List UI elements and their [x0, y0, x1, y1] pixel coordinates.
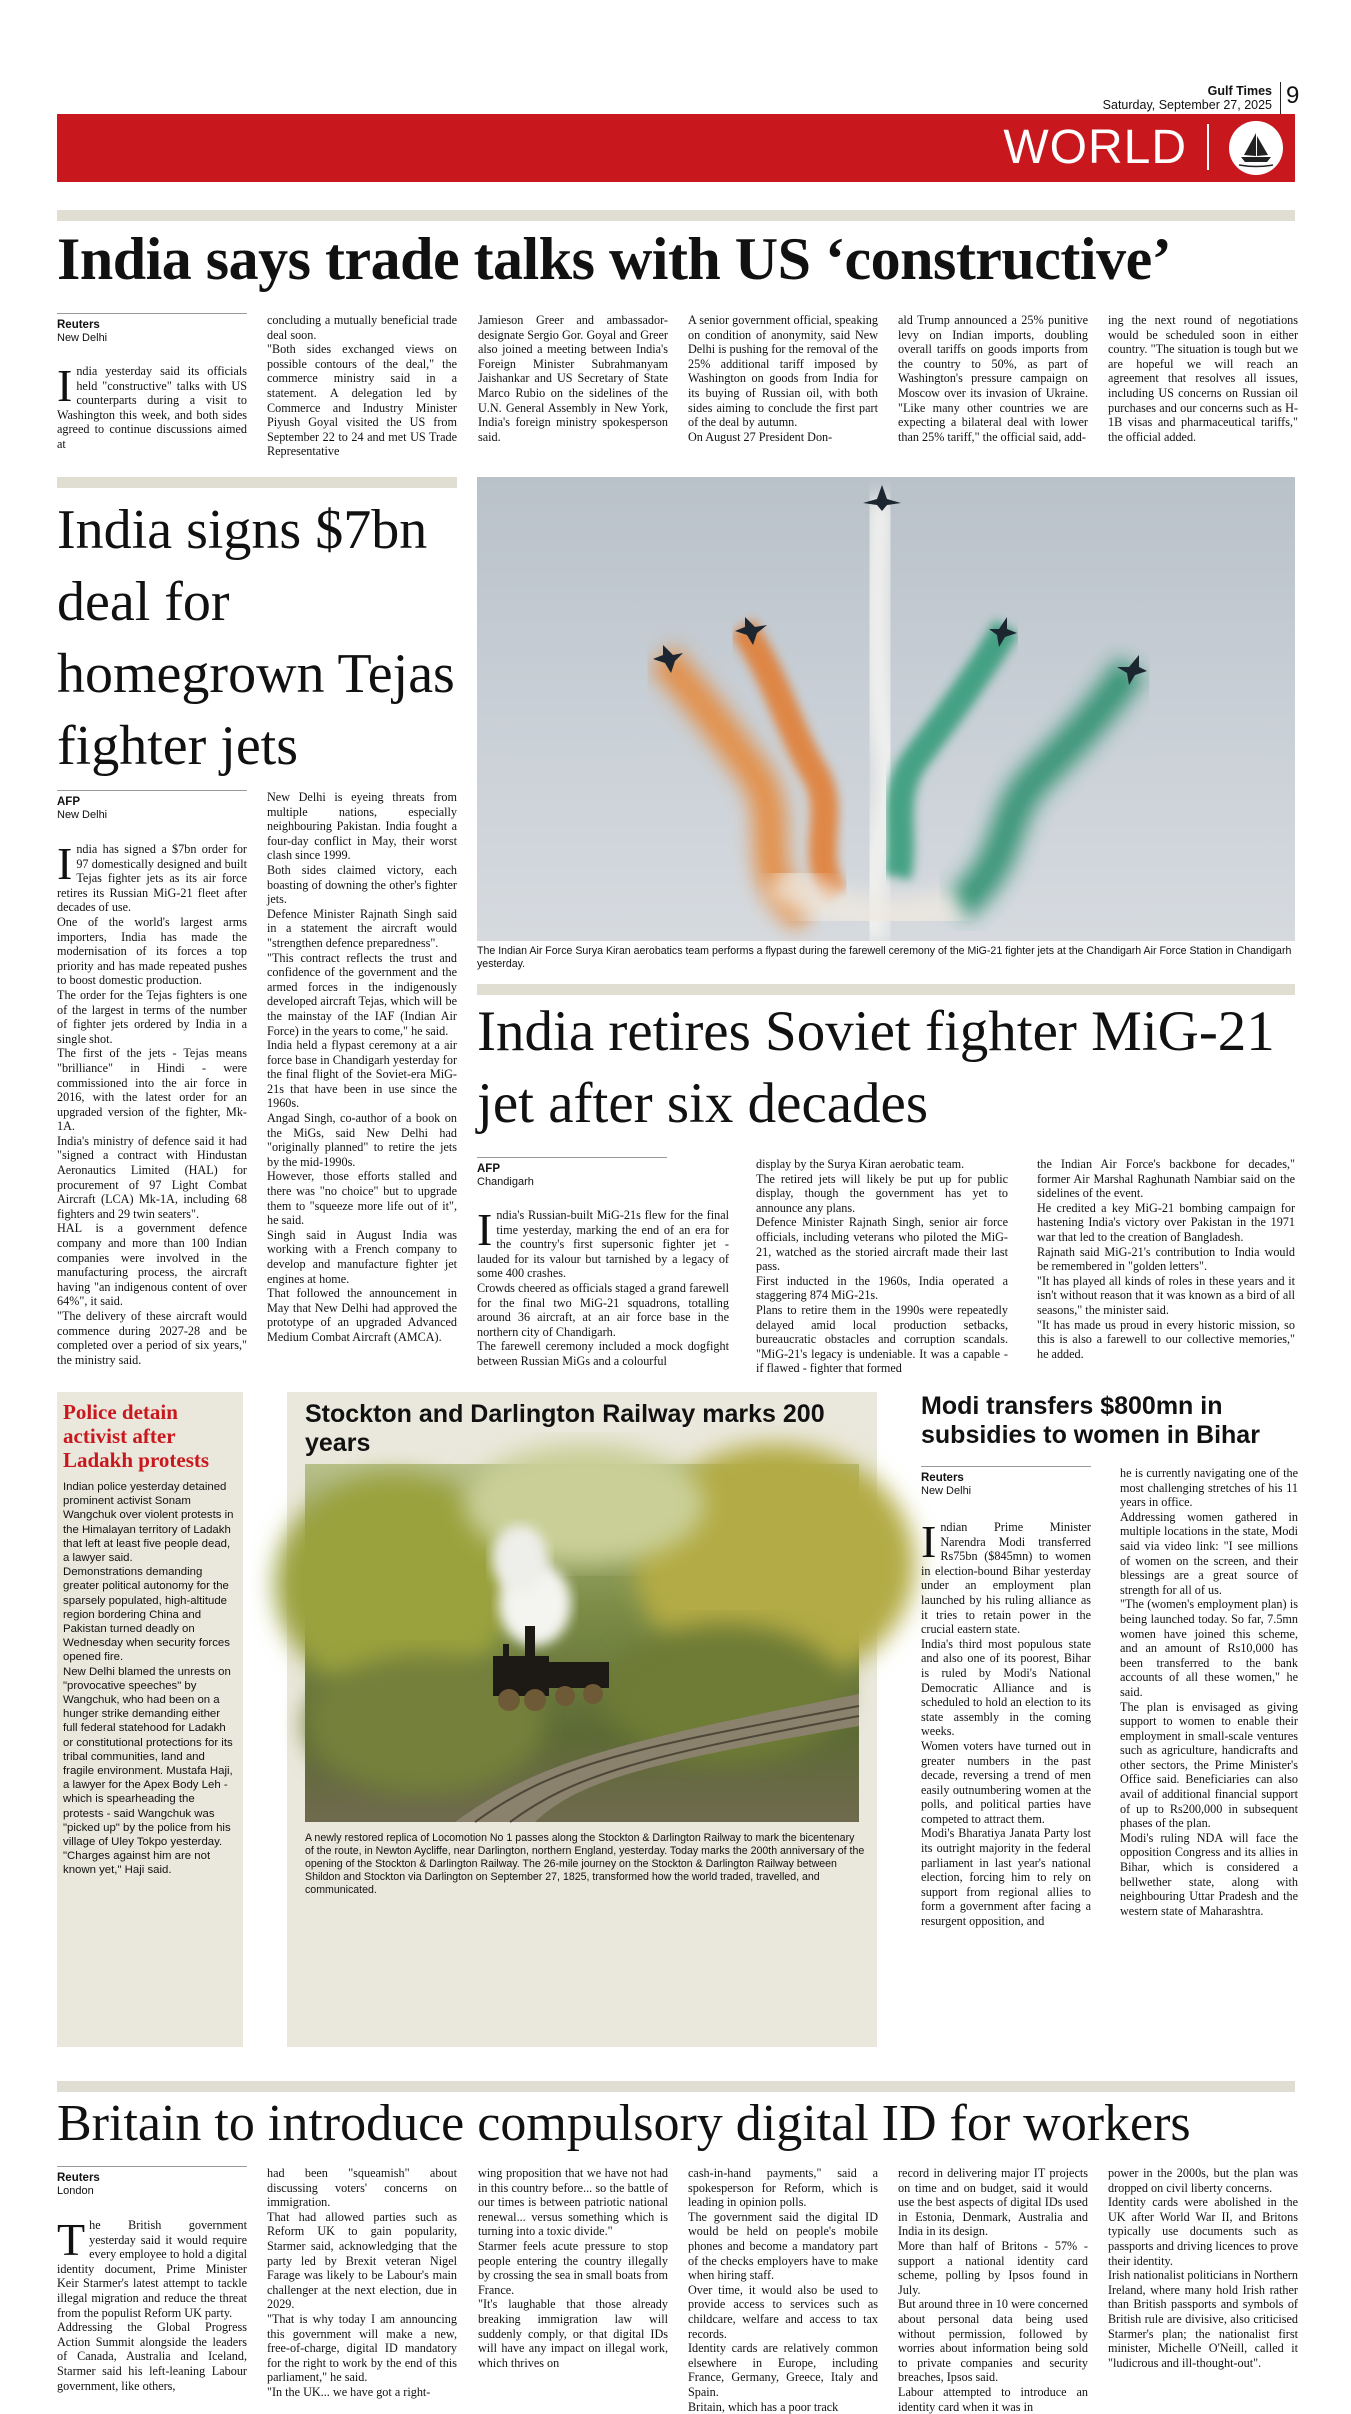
story1-byline	[57, 313, 247, 345]
story3-byline	[477, 1157, 667, 1189]
story3-col3: the Indian Air Force's backbone for decades," former Air Marshal Raghunath Nambiar said on the sidelines of the event. He credited a key MiG-21 bombing campaign for hastening India's victory over Pakistan in the 1971 war that led to the creation of Bangladesh. Rajnath said MiG-21's contribution to India would be remembered in "golden letters". "It has played all kinds of roles in these years and it isn't without reason that it was known as a bird of all seasons," the minister said. "It has made us proud in every historic mission, so this is also a farewell to our collective memories," he added.	[1037, 1157, 1295, 1361]
story2-headline: India signs $7bn deal for homegrown Tejas fighter jets	[57, 499, 455, 777]
story1-top-rule	[57, 210, 1295, 221]
drop-cap: I	[921, 1516, 937, 1567]
story6-agency: Reuters	[57, 2172, 100, 2184]
story2-dateline: New Delhi	[57, 809, 108, 821]
story5-agency: Reuters	[921, 1472, 964, 1484]
story3-col1	[477, 1204, 729, 1369]
story6-col3: wing proposition that we have not had in this country before... so the battle of our times is between patriotic national renewal... versus something which is turning into a toxic divide." Starmer feels acute pressure to stop people entering the country illegally by crossing the sea in small boats from France. "It's laughable that those already breaking immigration law will suddenly comply, or that digital IDs will have any impact on illegal work, which thrives on	[478, 2166, 668, 2370]
story6-col4: cash-in-hand payments," said a spokesperson for Reform, which is leading in opinion polls. The government said the digital ID would be held on people's mobile phones and become a mandatory part of the checks employers have to make when hiring staff. Over time, it would also be used to provide access to services such as childcare, welfare and access to tax records. Identity cards are relatively common elsewhere in Europe, including France, Germany, Greece, Italy and Spain. Britain, which has a poor track	[688, 2166, 878, 2414]
story6-col1	[57, 2214, 247, 2393]
story6-col6: power in the 2000s, but the plan was dropped on civil liberty concerns. Identity cards were abolished in the UK after World War II, and Britons typically use documents such as passports and driving licences to prove their identity. Irish nationalist politicians in Northern Ireland, where many hold Irish rather than British passports and symbols of British rule are divisive, also criticised Starmer's plan; the nationalist first minister, Michelle O'Neill, called it "ludicrous and ill-thought-out".	[1108, 2166, 1298, 2370]
story2-text-1: ndia has signed a $7bn order for 97 domestically designed and built Tejas fighter jets as its air force retires its Russian MiG-21 fleet after decades of use. One of the world's largest arms importers, India has made the modernisation of its forces a top priority and has made repeated pushes to boost domestic production. The order for the Tejas fighters is one of the largest in terms of the number of fighter jets ordered by India in a single shot. The first of the jets - Tejas means "brilliance" in Hindi - were commissioned into the air force in 2016, with the latest order for an upgraded version of the fighter, Mk-1A. India's ministry of defence said it had "signed a contract with Hindustan Aeronautics Limited (HAL) for procurement of 97 Light Combat Aircraft (LCA) Mk-1A, including 68 fighters and 29 twin seaters". HAL is a government defence company and more than 100 Indian companies were involved in the manufacturing process, the aircraft having "an indigenous content of over 64%", it said. "The delivery of these aircraft would commence during 2027-28 and be completed over a period of six years," the ministry said.	[57, 842, 247, 1367]
story4-body: Indian police yesterday detained prominent activist Sonam Wangchuk over violent protests in the Himalayan territory of Ladakh that left at least five people dead, a lawyer said. Demonstrations demanding greater political autonomy for the sparsely populated, high-altitude region bordering China and Pakistan turned deadly on Wednesday when security forces opened fire. New Delhi blamed the unrests on "provocative speeches" by Wangchuk, who had been on a hunger strike demanding either full federal statehood for Ladakh or constitutional protections for its tribal communities, land and fragile environment. Mustafa Haji, a lawyer for the Apex Body Leh - which is spearheading the protests - said Wangchuk was "picked up" by the police from his village of Uley Tokpo yesterday. "Charges against him are not known yet," Haji said.	[63, 1481, 234, 1877]
story6-top-rule	[57, 2081, 1295, 2092]
story2-agency: AFP	[57, 796, 80, 808]
railway-box	[287, 1392, 877, 2047]
story1-dateline: New Delhi	[57, 332, 108, 344]
story6-headline: Britain to introduce compulsory digital ID for workers	[57, 2095, 1191, 2152]
story1-text-1: ndia yesterday said its officials held "constructive" talks with US counterparts during a visit to Washington this week, and both sides agreed to continue discussions aimed at	[57, 364, 247, 451]
flypast-caption: The Indian Air Force Surya Kiran aerobatics team performs a flypast during the farewell ceremony of the MiG-21 fighter jets at the Chandigarh Air Force Station in Chandigarh yesterday.	[477, 945, 1292, 970]
story1-agency: Reuters	[57, 319, 100, 331]
story5-byline	[921, 1466, 1091, 1498]
story1-col3: Jamieson Greer and ambassador-designate Sergio Gor. Goyal and Greer also joined a meeting between India's Foreign Minister Subrahmanyam Jaishankar and US Secretary of State Marco Rubio on the sidelines of the U.N. General Assembly in New York, India's foreign ministry spokesperson said.	[478, 313, 668, 444]
story2-col2: New Delhi is eyeing threats from multiple nations, especially neighbouring Pakistan. India fought a four-day conflict in May, their worst clash since 1999. Both sides claimed victory, each boasting of downing the other's fighter jets. Defence Minister Rajnath Singh said in a statement the aircraft would "strengthen defence preparedness". "This contract reflects the trust and confidence of the government and the armed forces in the indigenously developed aircraft Tejas, which will be the mainstay of the IAF (Indian Air Force) in the years to come," he said. India held a flypast ceremony at a air force base in Chandigarh yesterday for the final flight of the Soviet-era MiG-21s that have been in use since the 1960s. Angad Singh, co-author of a book on the MiGs, said New Delhi had "originally planned" to retire the jets by the mid-1990s. However, those efforts stalled and there was "no choice" but to upgrade them to "squeeze more life out of it", he said. Singh said in August India was working with a French company to develop and manufacture fighter jet engines at home. That followed the announcement in May that New Delhi had approved the prototype of an upgraded Advanced Medium Combat Aircraft (AMCA).	[267, 790, 457, 1344]
story3-agency: AFP	[477, 1163, 500, 1175]
story5-col1	[921, 1516, 1091, 1929]
paper-name: Gulf Times	[1207, 84, 1272, 98]
story1-headline: India says trade talks with US ‘constructive’	[57, 226, 1172, 292]
story3-dateline: Chandigarh	[477, 1176, 534, 1188]
story6-text-1: he British government yesterday said it would require every employee to hold a digital identity document, Prime Minister Keir Starmer's latest attempt to tackle illegal migration and reduce the threat from the populist Reform UK party. Addressing the Global Progress Action Summit alongside the leaders of Canada, Australia and Iceland, Starmer said his left-leaning Labour government, like others,	[57, 2218, 247, 2393]
story5-text-1: ndian Prime Minister Narendra Modi transferred Rs75bn ($845mn) to women in election-bound Bihar yesterday under an employment plan launched by his ruling alliance as it tries to retain power in the crucial eastern state. India's third most populous state and also one of its poorest, Bihar is ruled by Modi's National Democratic Alliance and is scheduled to hold an election to its state assembly in the coming weeks. Women voters have turned out in greater numbers in the past decade, reversing a trend of men easily outnumbering women at the polls, and political parties have competed to attract them. Modi's Bharatiya Janata Party lost its outright majority in the federal parliament in last year's national election, forcing him to rely on support from regional allies to form a government after facing a resurgent opposition, and	[921, 1520, 1091, 1929]
section-title: WORLD	[1003, 121, 1187, 174]
story2-byline	[57, 790, 247, 822]
story1-col5: ald Trump announced a 25% punitive levy on Indian imports, doubling overall tariffs on goods imports from the country to 50%, as part of Washington's pressure campaign on Moscow over its invasion of Ukraine. "Like many other countries we are expecting a bilateral deal with lower than 25% tariff," the official said, add-	[898, 313, 1088, 444]
story3-headline: India retires Soviet fighter MiG-21 jet after six decades	[477, 1000, 1275, 1135]
ladakh-sidebar	[57, 1392, 243, 2047]
story6-dateline: London	[57, 2185, 94, 2197]
drop-cap: I	[57, 360, 73, 411]
story6-col5: record in delivering major IT projects on time and on budget, said it would use the best aspects of digital IDs used in Estonia, Denmark, Australia and India in its design. More than half of Britons - 57% - support a national identity card scheme, polling by Ipsos found in July. But around three in 10 were concerned about personal data being used without permission, followed by worries about information being sold to private companies and security breaches, Ipsos said. Labour attempted to introduce an identity card when it was in	[898, 2166, 1088, 2414]
story1-col4: A senior government official, speaking on condition of anonymity, said New Delhi is pushing for the removal of the 25% additional tariff imposed by Washington on goods from India for its buying of Russian oil, with both sides aiming to conclude the first part of the deal by autumn. On August 27 President Don-	[688, 313, 878, 444]
flypast-photo	[477, 477, 1295, 941]
drop-cap: T	[57, 2214, 86, 2265]
masthead-divider	[1280, 82, 1281, 114]
story1-col1	[57, 360, 247, 452]
page-number: 9	[1286, 82, 1300, 109]
story3-text-1: ndia's Russian-built MiG-21s flew for the final time yesterday, marking the end of an era for the country's first supersonic fighter jet - lauded for its valour but tarnished by a legacy of some 400 crashes. Crowds cheered as officials staged a grand farewell for the final two MiG-21 squadrons, totalling around 36 aircraft, at an air force base in the northern city of Chandigarh. The farewell ceremony included a mock dogfight between Russian MiGs and a colourful	[477, 1208, 729, 1368]
story3-top-rule	[477, 984, 1295, 995]
banner-divider	[1207, 124, 1209, 170]
story2-col1	[57, 838, 247, 1367]
railway-photo	[305, 1464, 859, 1822]
story6-col2: had been "squeamish" about discussing voters' concerns on immigration. That had allowed parties such as Reform UK to gain popularity, Starmer said, acknowledging that the party led by Brexit veteran Nigel Farage was likely to be Labour's main challenger at the next election, due in 2029. "That is why today I am announcing this government will make a new, free-of-charge, digital ID mandatory for the right to work by the end of this parliament," he said. "In the UK... we have got a right-	[267, 2166, 457, 2399]
dhow-logo-icon	[1229, 121, 1283, 175]
story6-byline	[57, 2166, 247, 2198]
story1-col6: ing the next round of negotiations would be scheduled soon in either country. "The situation is tough but we are hopeful we will reach an agreement that resolves all issues, including US concerns on Russian oil purchases and our concerns such as H-1B visas and pharmaceutical tariffs," the official added.	[1108, 313, 1298, 444]
masthead	[1000, 84, 1272, 112]
story1-col2: concluding a mutually beneficial trade deal soon. "Both sides exchanged views on possible contours of the deal," the commerce ministry said in a statement. A delegation led by Commerce and Industry Minister Piyush Goyal visited the US from September 22 to 24 and met US Trade Representative	[267, 313, 457, 459]
story5-headline: Modi transfers $800mn in subsidies to women in Bihar	[921, 1392, 1260, 1449]
story3-col2: display by the Surya Kiran aerobatic team. The retired jets will likely be put up for public display, though the government has yet to announce any plans. Defence Minister Rajnath Singh, senior air force officials, including veterans who piloted the MiG-21, watched as the storied aircraft made their last pass. First inducted in the 1960s, India operated a staggering 874 MiG-21s. Plans to retire them in the 1990s were repeatedly delayed amid local production setbacks, bureaucratic obstacles and corruption scandals. "MiG-21's legacy is undeniable. It was a capable - if flawed - fighter that formed	[756, 1157, 1008, 1376]
issue-date: Saturday, September 27, 2025	[1102, 98, 1272, 112]
drop-cap: I	[57, 838, 73, 889]
railway-caption: A newly restored replica of Locomotion No 1 passes along the Stockton & Darlington Railway to mark the bicentenary of the route, in Newton Aycliffe, near Darlington, northern England, yesterday. Today marks the 200th anniversary of the opening of the Stockton & Darlington Railway. The 26-mile journey on the Stockton & Darlington Railway between Shildon and Stockton via Darlington on September 27, 1825, transformed how the world traded, travelled, and communicated.	[305, 1832, 865, 1896]
railway-headline: Stockton and Darlington Railway marks 200 years	[305, 1400, 825, 1457]
story2-top-rule	[57, 477, 457, 488]
section-banner	[57, 114, 1295, 182]
story4-headline: Police detain activist after Ladakh protests	[63, 1400, 210, 1472]
drop-cap: I	[477, 1204, 493, 1255]
story5-col2: he is currently navigating one of the most challenging stretches of his 11 years in office. Addressing women gathered in multiple locations in the state, Modi said via video link: "I see millions of women on the screen, and their blessings are a great source of strength for all of us. "The (women's employment plan) is being launched today. So far, 7.5mn women have joined this scheme, and an amount of Rs10,000 has been transferred to the bank accounts of all these women," he said. The plan is envisaged as giving support to women to enable their employment in small-scale ventures such as agriculture, handicrafts and other sectors, the Prime Minister's Office said. Beneficiaries can also avail of additional financial support of up to Rs200,000 in subsequent phases of the plan. Modi's ruling NDA will face the opposition Congress and its allies in Bihar, which is considered a bellwether state, along with neighbouring Uttar Pradesh and the western state of Maharashtra.	[1120, 1466, 1298, 1918]
story5-dateline: New Delhi	[921, 1485, 972, 1497]
